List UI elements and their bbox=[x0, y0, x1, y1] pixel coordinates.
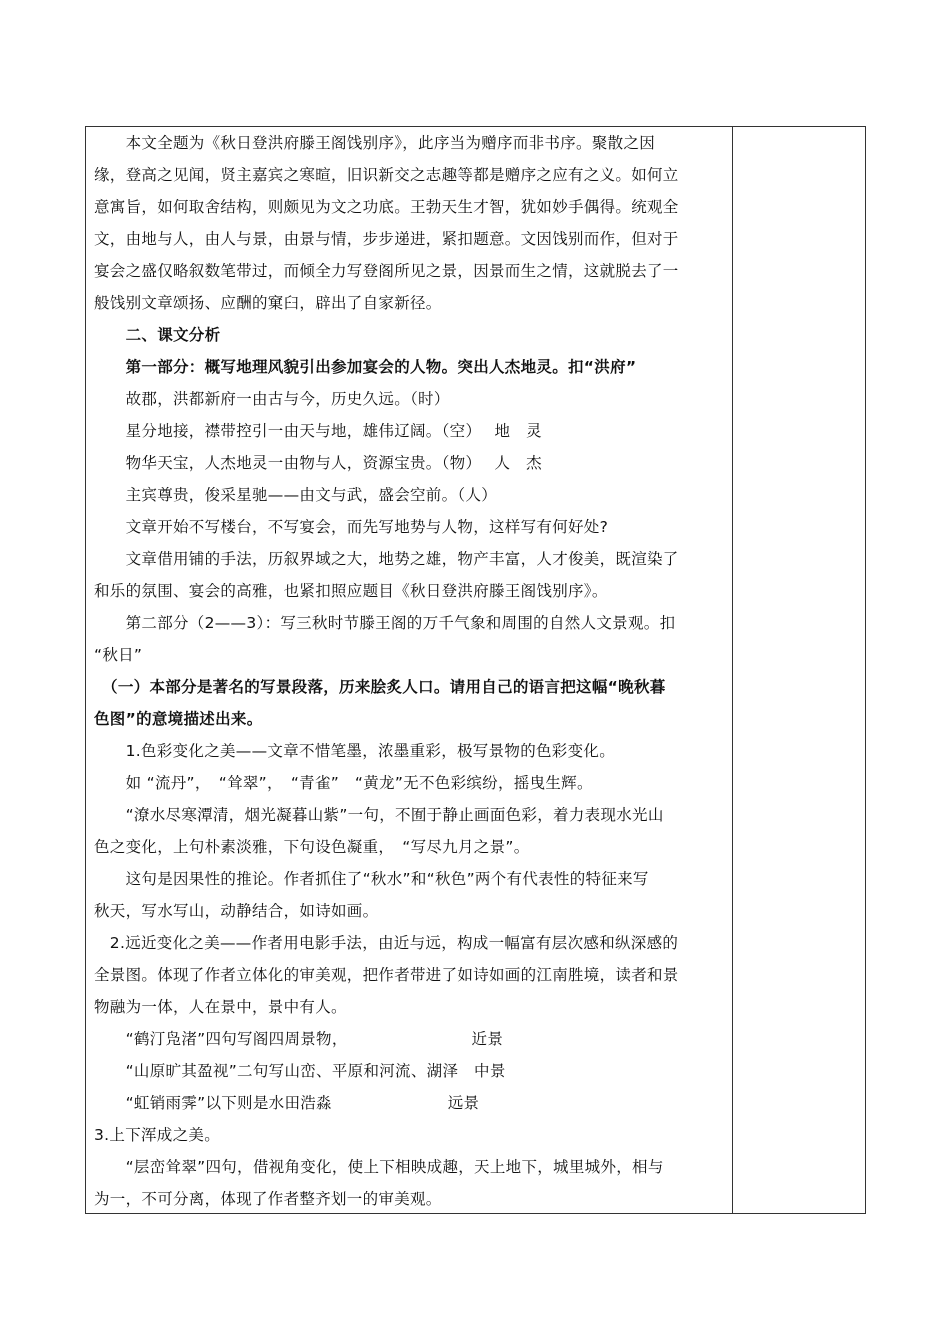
text-line: 色图”的意境描述出来。 bbox=[94, 710, 263, 728]
text-line: 第二部分（2——3）：写三秋时节滕王阁的万千气象和周围的自然人文景观。扣 bbox=[94, 614, 676, 632]
text-line: 缘，登高之见闻，贤主嘉宾之寒暄，旧识新交之志趣等都是赠序之应有之义。如何立 bbox=[94, 166, 679, 184]
text-line: 意寓旨，如何取舍结构，则颇见为文之功底。王勃天生才智，犹如妙手偶得。统观全 bbox=[94, 198, 679, 216]
text-line: 文章借用铺的手法，历叙界域之大，地势之雄，物产丰富，人才俊美，既渲染了 bbox=[94, 550, 679, 568]
text-line: 如 “流丹”， “耸翠”， “青雀” “黄龙”无不色彩缤纷，摇曳生辉。 bbox=[94, 774, 593, 792]
text-line: 二、课文分析 bbox=[94, 326, 221, 344]
text-line: 文，由地与人，由人与景，由景与情，步步递进，紧扣题意。文因饯别而作，但对于 bbox=[94, 230, 679, 248]
text-line: 物华天宝，人杰地灵一由物与人，资源宝贵。（物） 人 杰 bbox=[94, 454, 542, 472]
text-line: 本文全题为《秋日登洪府滕王阁饯别序》，此序当为赠序而非书序。聚散之因 bbox=[94, 134, 656, 152]
text-line: 和乐的氛围、宴会的高雅，也紧扣照应题目《秋日登洪府滕王阁饯别序》。 bbox=[94, 582, 608, 600]
text-line: 第一部分：概写地理风貌引出参加宴会的人物。突出人杰地灵。扣“洪府” bbox=[94, 358, 637, 376]
text-line: “虹销雨霁”以下则是水田浩淼 远景 bbox=[94, 1094, 480, 1112]
text-line: 为一，不可分离，体现了作者整齐划一的审美观。 bbox=[94, 1190, 442, 1208]
text-line: 2.远近变化之美——作者用电影手法，由近与远，构成一幅富有层次感和纵深感的 bbox=[94, 934, 679, 952]
side-notes-cell bbox=[733, 127, 865, 1213]
text-line: 1.色彩变化之美——文章不惜笔墨，浓墨重彩，极写景物的色彩变化。 bbox=[94, 742, 615, 760]
text-line: 星分地接，襟带控引一由天与地，雄伟辽阔。（空） 地 灵 bbox=[94, 422, 542, 440]
text-line: 秋天，写水写山，动静结合，如诗如画。 bbox=[94, 902, 379, 920]
text-line: “山原旷其盈视”二句写山峦、平原和河流、湖泽 中景 bbox=[94, 1062, 506, 1080]
text-line: 这句是因果性的推论。作者抓住了“秋水”和“秋色”两个有代表性的特征来写 bbox=[94, 870, 649, 888]
text-line: “层峦耸翠”四句，借视角变化，使上下相映成趣，天上地下，城里城外，相与 bbox=[94, 1158, 664, 1176]
text-line: 宴会之盛仅略叙数笔带过，而倾全力写登阁所见之景，因景而生之情，这就脱去了一 bbox=[94, 262, 679, 280]
text-line: 故郡，洪都新府一由古与今，历史久远。（时） bbox=[94, 390, 450, 408]
text-line: 主宾尊贵，俊采星驰——由文与武，盛会空前。（人） bbox=[94, 486, 498, 504]
text-line: 文章开始不写楼台，不写宴会，而先写地势与人物，这样写有何好处? bbox=[94, 518, 609, 536]
text-line: 色之变化，上句朴素淡雅，下句设色凝重， “写尽九月之景”。 bbox=[94, 838, 530, 856]
text-line: 物融为一体，人在景中，景中有人。 bbox=[94, 998, 347, 1016]
text-line: “鹤汀凫渚”四句写阁四周景物， 近景 bbox=[94, 1030, 504, 1048]
text-line: “秋日” bbox=[94, 646, 143, 664]
text-line: 般饯别文章颂扬、应酬的窠臼，辟出了自家新径。 bbox=[94, 294, 442, 312]
text-line: （一）本部分是著名的写景段落，历来脍炙人口。请用自己的语言把这幅“晚秋暮 bbox=[94, 678, 666, 696]
text-line: 3.上下浑成之美。 bbox=[94, 1126, 220, 1144]
document-table bbox=[85, 126, 866, 1214]
text-line: “潦水尽寒潭清，烟光凝暮山紫”一句，不囿于静止画面色彩，着力表现水光山 bbox=[94, 806, 664, 824]
text-line: 全景图。体现了作者立体化的审美观，把作者带进了如诗如画的江南胜境，读者和景 bbox=[94, 966, 679, 984]
